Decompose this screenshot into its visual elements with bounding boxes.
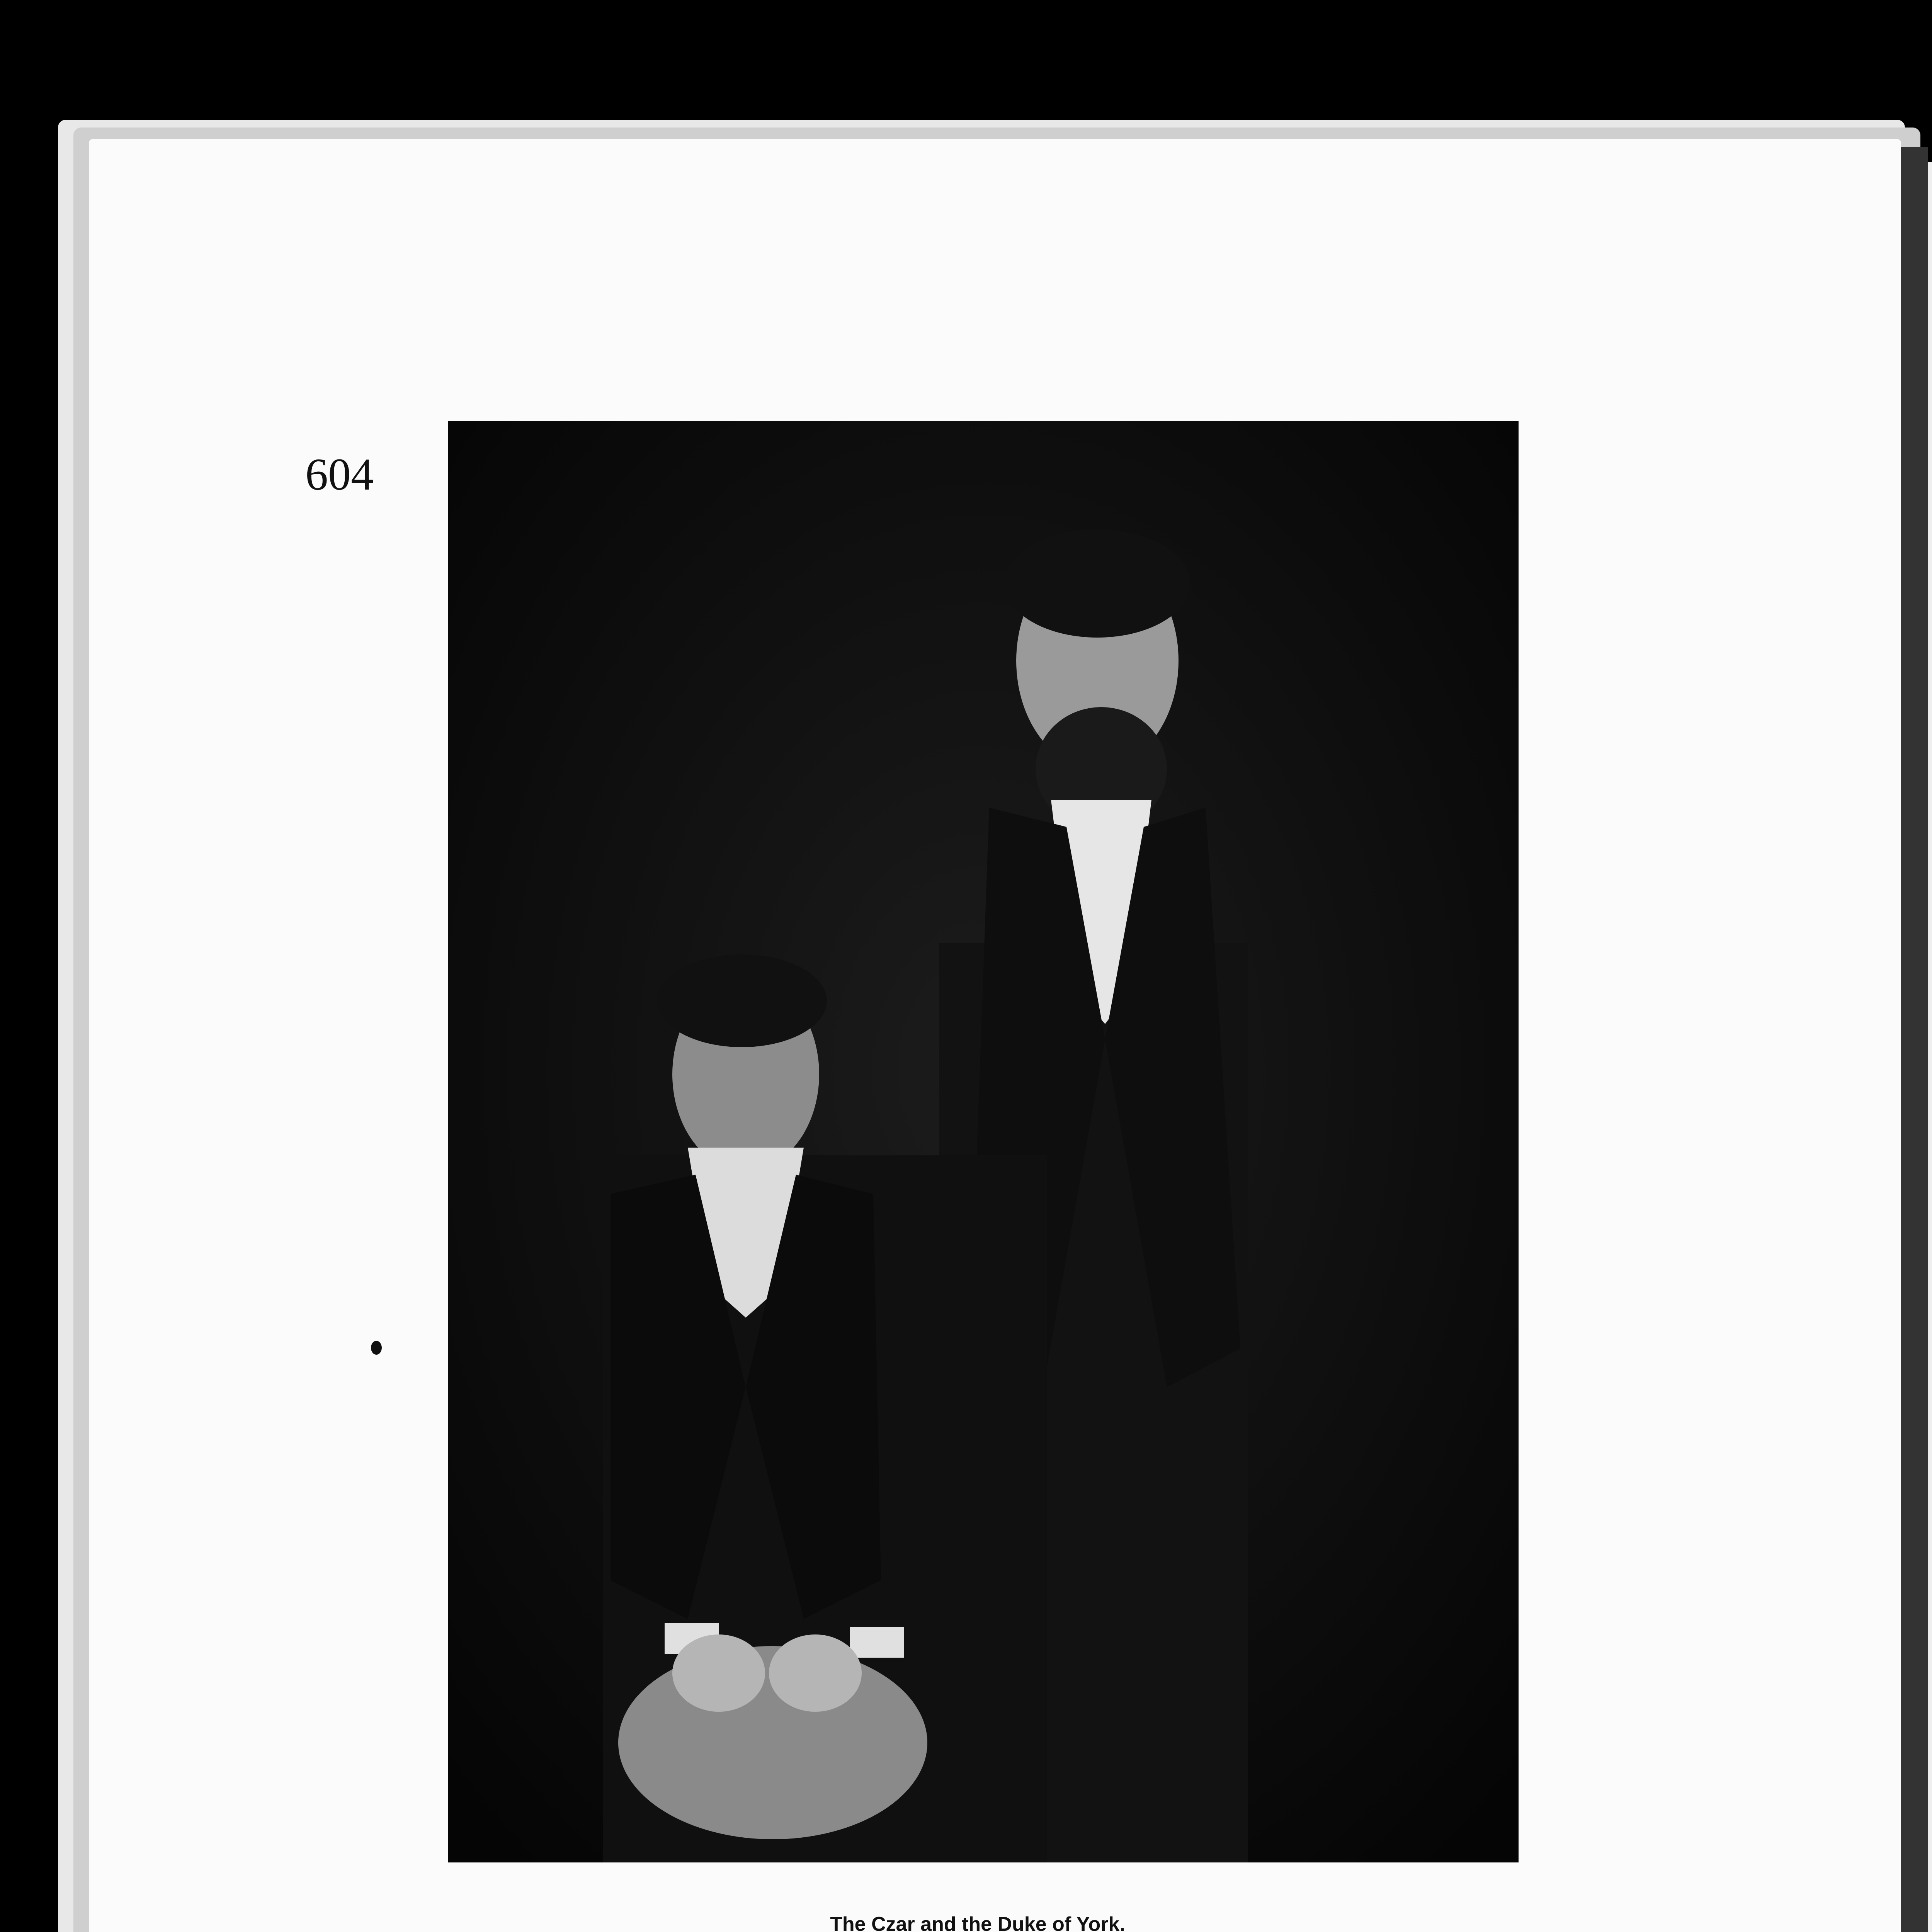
portrait-photograph	[448, 421, 1519, 1862]
photo-figures	[448, 421, 1519, 1862]
print-speck	[371, 1341, 382, 1355]
book-gutter	[1901, 147, 1928, 1932]
page-number: 604	[305, 449, 374, 500]
magazine-page	[89, 139, 1901, 1932]
facing-page-edge	[1928, 162, 1932, 1932]
caption-title: The Czar and the Duke of York.	[830, 1913, 1125, 1932]
figure-caption	[398, 1913, 1557, 1932]
